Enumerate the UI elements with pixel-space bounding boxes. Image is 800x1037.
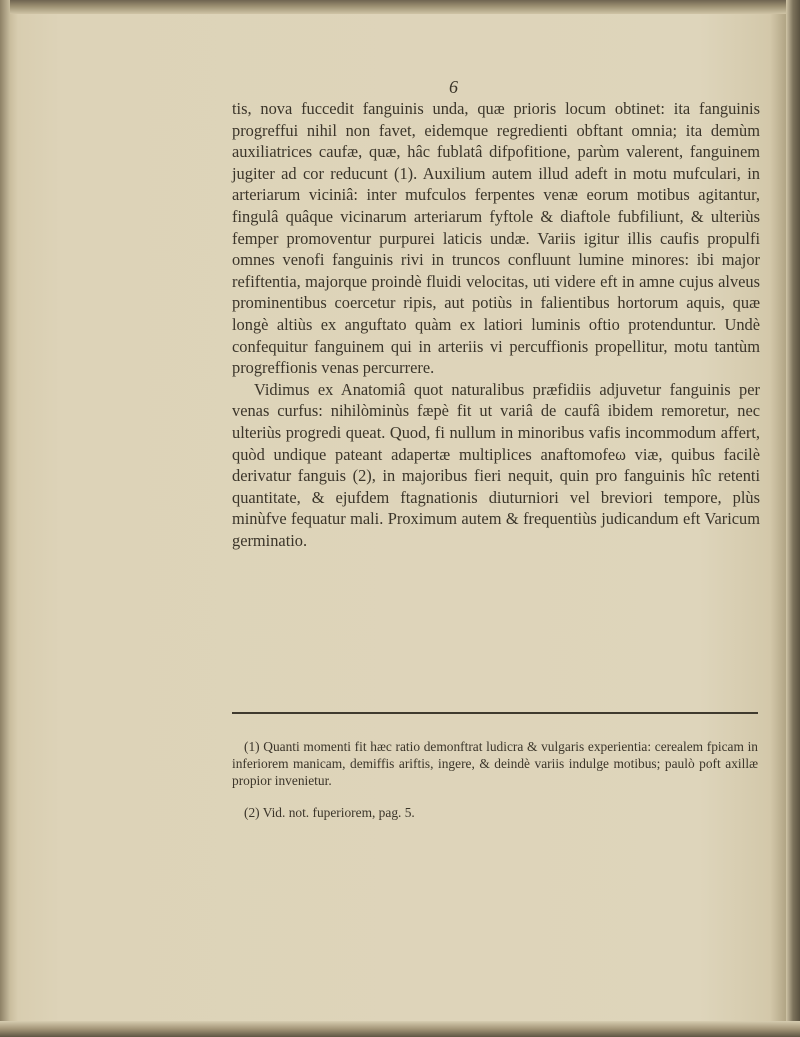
footnote-divider (232, 712, 758, 714)
page-number: 6 (449, 77, 458, 97)
page-top-edge (0, 0, 800, 14)
paragraph-2: Vidimus ex Anatomiâ quot naturalibus præfidiis adjuvetur fanguinis per venas curfus: nihilòminùs fæpè fit ut variâ de caufâ ibidem remoretur, nec ulteriùs progredi queat. Quod, fi nullum in minoribus vafis incommodum affert, quòd undique pateant adapertæ multiplices anaftomofeω viæ, quibus facilè derivatur fanguis (2), in majoribus fieri nequit, quin pro fanguinis hîc retenti quantitate, & ejufdem ftagnationis diuturniori vel breviori tempore, plùs minùfve fequatur mali. Proximum autem & frequentiùs judicandum eft Varicum germinatio. (232, 379, 760, 550)
footnote-1: (1) Quanti momenti fit hæc ratio demonftrat ludicra & vulgaris experientia: cerealem fpicam in inferiorem manicam, demiffis ariftis, ingere, & deindè variis indulge motibus; paulò poft axillæ propior invenietur. (232, 739, 758, 788)
paragraph-1: tis, nova fuccedit fanguinis unda, quæ prioris locum obtinet: ita fanguinis progreffui nihil non favet, eidemque regredienti obftant omnia; ita demùm auxiliatrices caufæ, quæ, hâc fublatâ difpofitione, parùm valerent, fanguinem jugiter ad cor reducunt (1). Auxilium autem illud adeft in motu mufculari, in arteriarum viciniâ: inter mufculos ferpentes venæ eorum motibus agitantur, fingulâ quâque vicinarum arteriarum fyftole & diaftole fubfiliunt, & ulteriùs femper promoventur purpurei laticis undæ. Variis igitur illis caufis propulfi omnes venofi fanguinis rivi in truncos confluunt lumine minores: ibi major refiftentia, majorque proindè fluidi velocitas, uti videre eft in amne cujus alveus prominentibus coercetur ripis, aut potiùs in falientibus hortorum aquis, quæ longè altiùs ex anguftato quàm ex latiori luminis oftio protenduntur. Undè confequitur fanguinem qui in arteriis vi percuffionis propellitur, motu tantùm progreffionis venas percurrere. (232, 99, 760, 378)
footnote-2: (2) Vid. not. fuperiorem, pag. 5. (244, 805, 415, 820)
page-left-edge (0, 0, 10, 1037)
main-text (232, 98, 760, 551)
page-right-edge (786, 0, 800, 1037)
footnotes (232, 738, 758, 836)
page-bottom-edge (0, 1021, 800, 1037)
